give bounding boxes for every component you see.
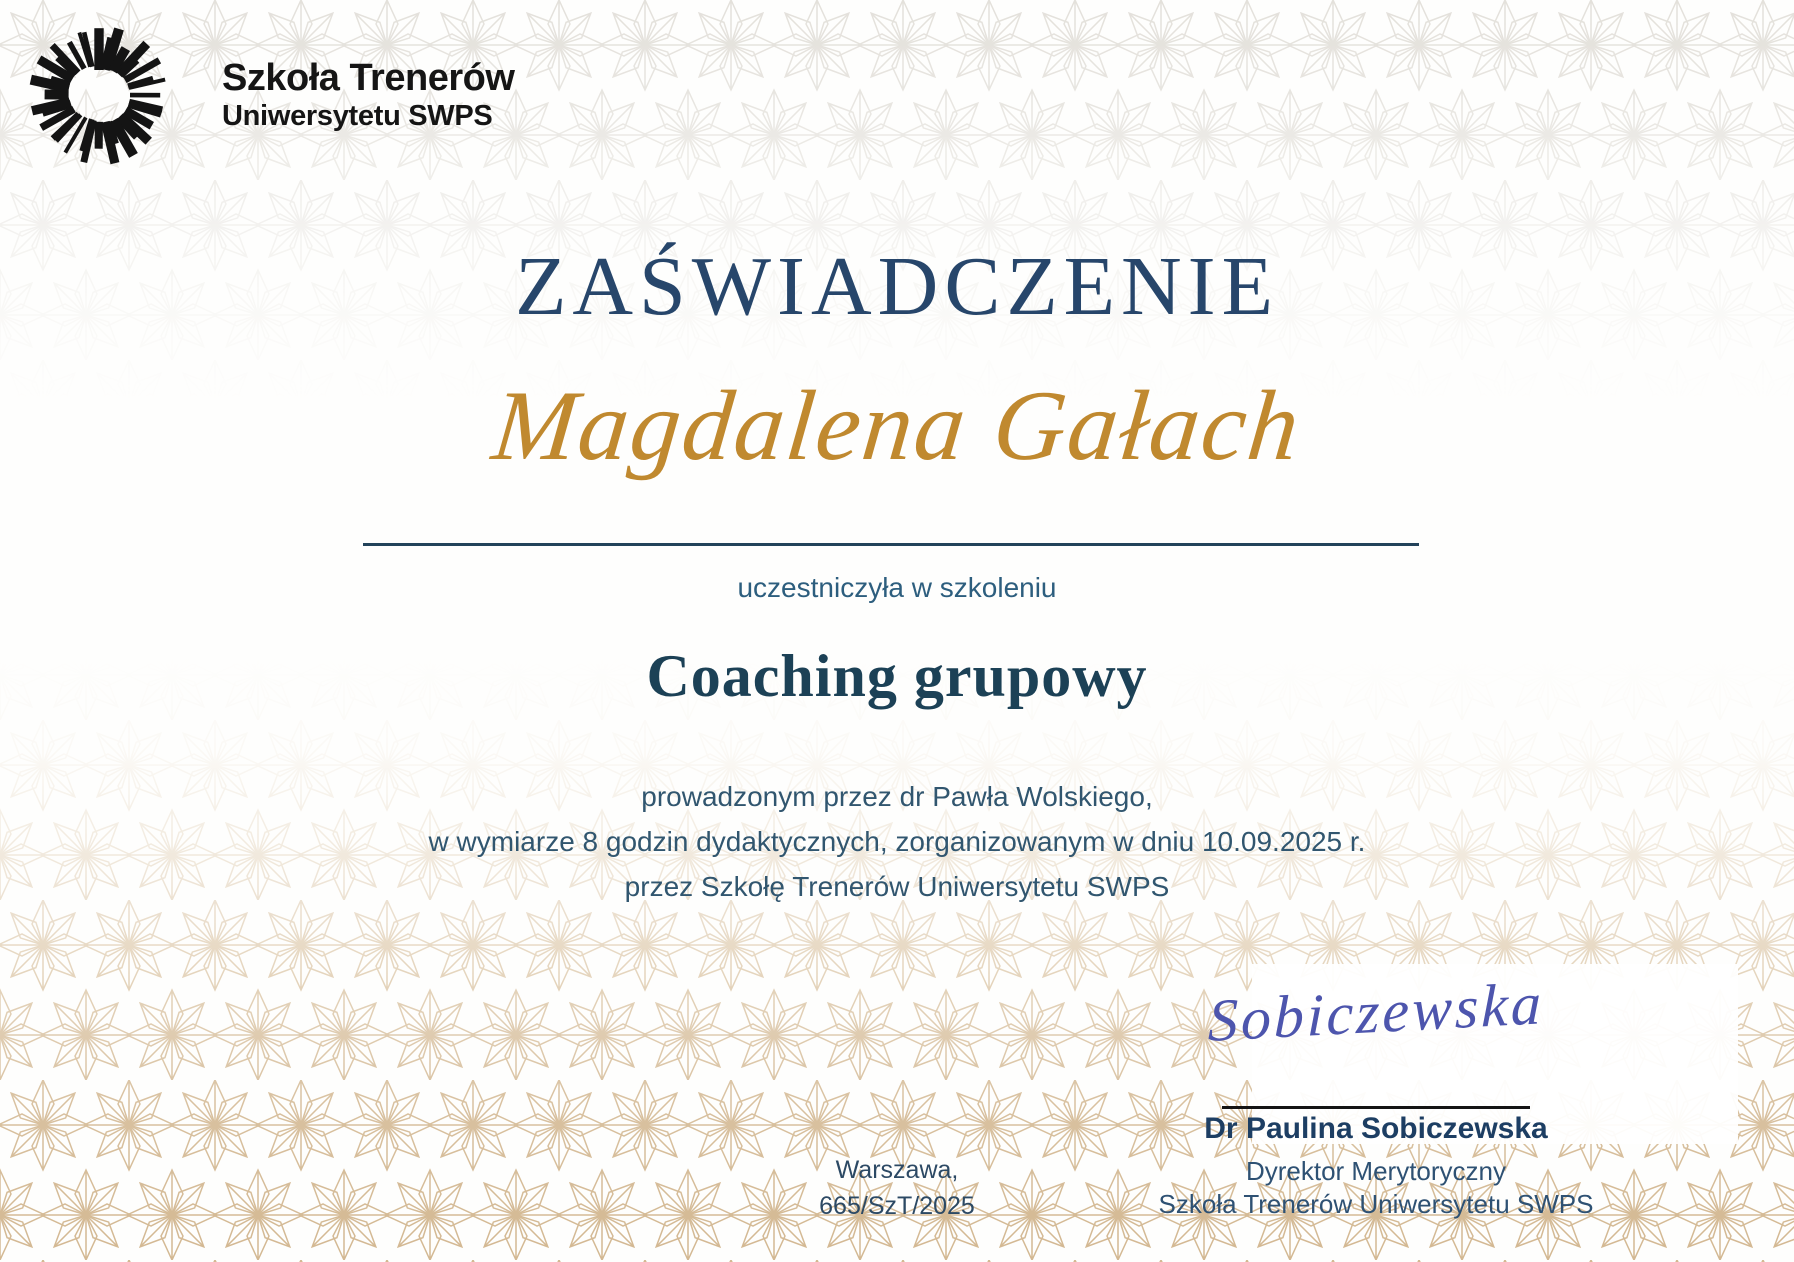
logo (222, 58, 514, 133)
certificate-title: ZAŚWIADCZENIE (515, 240, 1279, 333)
signatory-role: Dyrektor Merytoryczny (1245, 1156, 1507, 1186)
name-underline (363, 543, 1419, 546)
issue-number: 665/SzT/2025 (819, 1192, 975, 1220)
logo-org-sub: Uniwersytetu SWPS (222, 99, 493, 132)
logo-sunburst-icon (24, 20, 174, 170)
body-line-1: prowadzonym przez dr Pawła Wolskiego, (641, 781, 1153, 812)
signature-handwriting: Sobiczewska (1207, 970, 1545, 1054)
recipient-name: Magdalena Gałach (487, 370, 1307, 481)
body-line-3: przez Szkołę Trenerów Uniwersytetu SWPS (624, 871, 1170, 902)
signature-line (1222, 1106, 1530, 1109)
signatory-name: Dr Paulina Sobiczewska (1204, 1112, 1548, 1145)
signatory-org: Szkoła Trenerów Uniwersytetu SWPS (1158, 1189, 1594, 1219)
course-title: Coaching grupowy (646, 643, 1148, 709)
participation-subtitle: uczestniczyła w szkoleniu (737, 572, 1057, 603)
logo-org-name: Szkoła Trenerów (222, 57, 515, 99)
body-line-2: w wymiarze 8 godzin dydaktycznych, zorganizowanym w dniu 10.09.2025 r. (428, 826, 1366, 857)
issue-city: Warszawa, (835, 1156, 959, 1184)
